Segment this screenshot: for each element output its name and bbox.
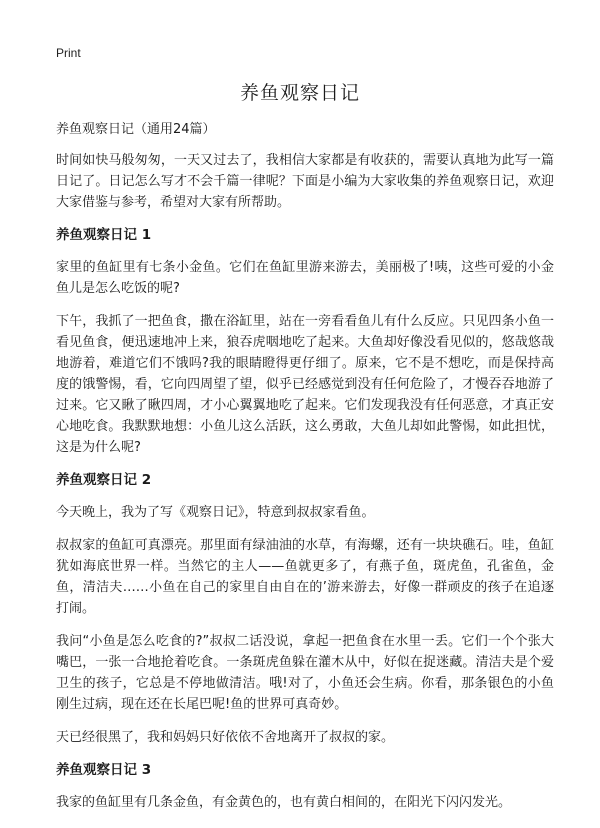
section-heading-2: 养鱼观察日记 2 [56,472,152,488]
section-2-paragraph-3: 我问“小鱼是怎么吃食的?”叔叔二话没说，拿起一把鱼食在水里一丢。它们一个个张大嘴巴，一张一合地抢着吃食。一条斑虎鱼躲在灌木从中，好似在捉迷藏。清洁夫是个爱卫生的孩子，它总是不停地做清洁。哦!对了，小鱼还会生病。你看，那条银色的小鱼刚生过病，现在还在长尾巴呢!鱼的世界可真奇妙。 [56,634,554,712]
section-1-paragraph-2: 下午，我抓了一把鱼食，撒在浴缸里，站在一旁看看鱼儿有什么反应。只见四条小鱼一看见鱼食，便迅速地冲上来，狼吞虎咽地吃了起来。大鱼却好像没看见似的，悠哉悠哉地游着，难道它们不饿吗?我的眼睛瞪得更仔细了。原来，它不是不想吃，而是保持高度的饿警惕，看，它向四周望了望，似乎已经感觉到没有任何危险了，才慢吞吞地游了过来。它又瞅了瞅四周，才小心翼翼地吃了起来。它们发现我没有任何恶意，才真正安心地吃食。我默默地想：小鱼儿这么活跃，这么勇敢，大鱼儿却如此警惕，如此担忧，这是为什么呢? [56,314,554,455]
section-heading-1: 养鱼观察日记 1 [56,227,152,243]
print-label[interactable]: Print [56,46,81,60]
section-2-paragraph-1: 今天晚上，我为了写《观察日记》，特意到叔叔家看鱼。 [56,505,375,520]
section-2-paragraph-4: 天已经很黑了，我和妈妈只好依依不舍地离开了叔叔的家。 [56,730,395,745]
section-3-paragraph-1: 我家的鱼缸里有几条金鱼，有金黄色的，也有黄白相间的，在阳光下闪闪发光。 [56,795,512,810]
section-1-paragraph-1: 家里的鱼缸里有七条小金鱼。它们在鱼缸里游来游去，美丽极了!咦，这些可爱的小金鱼儿是怎么吃饭的呢? [56,260,554,296]
section-2-paragraph-2: 叔叔家的鱼缸可真漂亮。那里面有绿油油的水草，有海螺，还有一块块礁石。哇，鱼缸犹如海底世界一样。当然它的主人——鱼就更多了，有燕子鱼，斑虎鱼，孔雀鱼，金鱼，清洁夫……小鱼在自己的家里自由自在的’游来游去，好像一群顽皮的孩子在追逐打闹。 [56,538,554,616]
document-subtitle: 养鱼观察日记（通用24篇） [56,122,216,137]
document-body [56,120,554,825]
page-title: 养鱼观察日记 [239,82,360,104]
intro-paragraph: 时间如快马般匆匆，一天又过去了，我相信大家都是有收获的，需要认真地为此写一篇日记了。日记怎么写才不会千篇一律呢？下面是小编为大家收集的养鱼观察日记，欢迎大家借鉴与参考，希望对大家有所帮助。 [56,153,554,210]
section-heading-3: 养鱼观察日记 3 [56,762,152,778]
